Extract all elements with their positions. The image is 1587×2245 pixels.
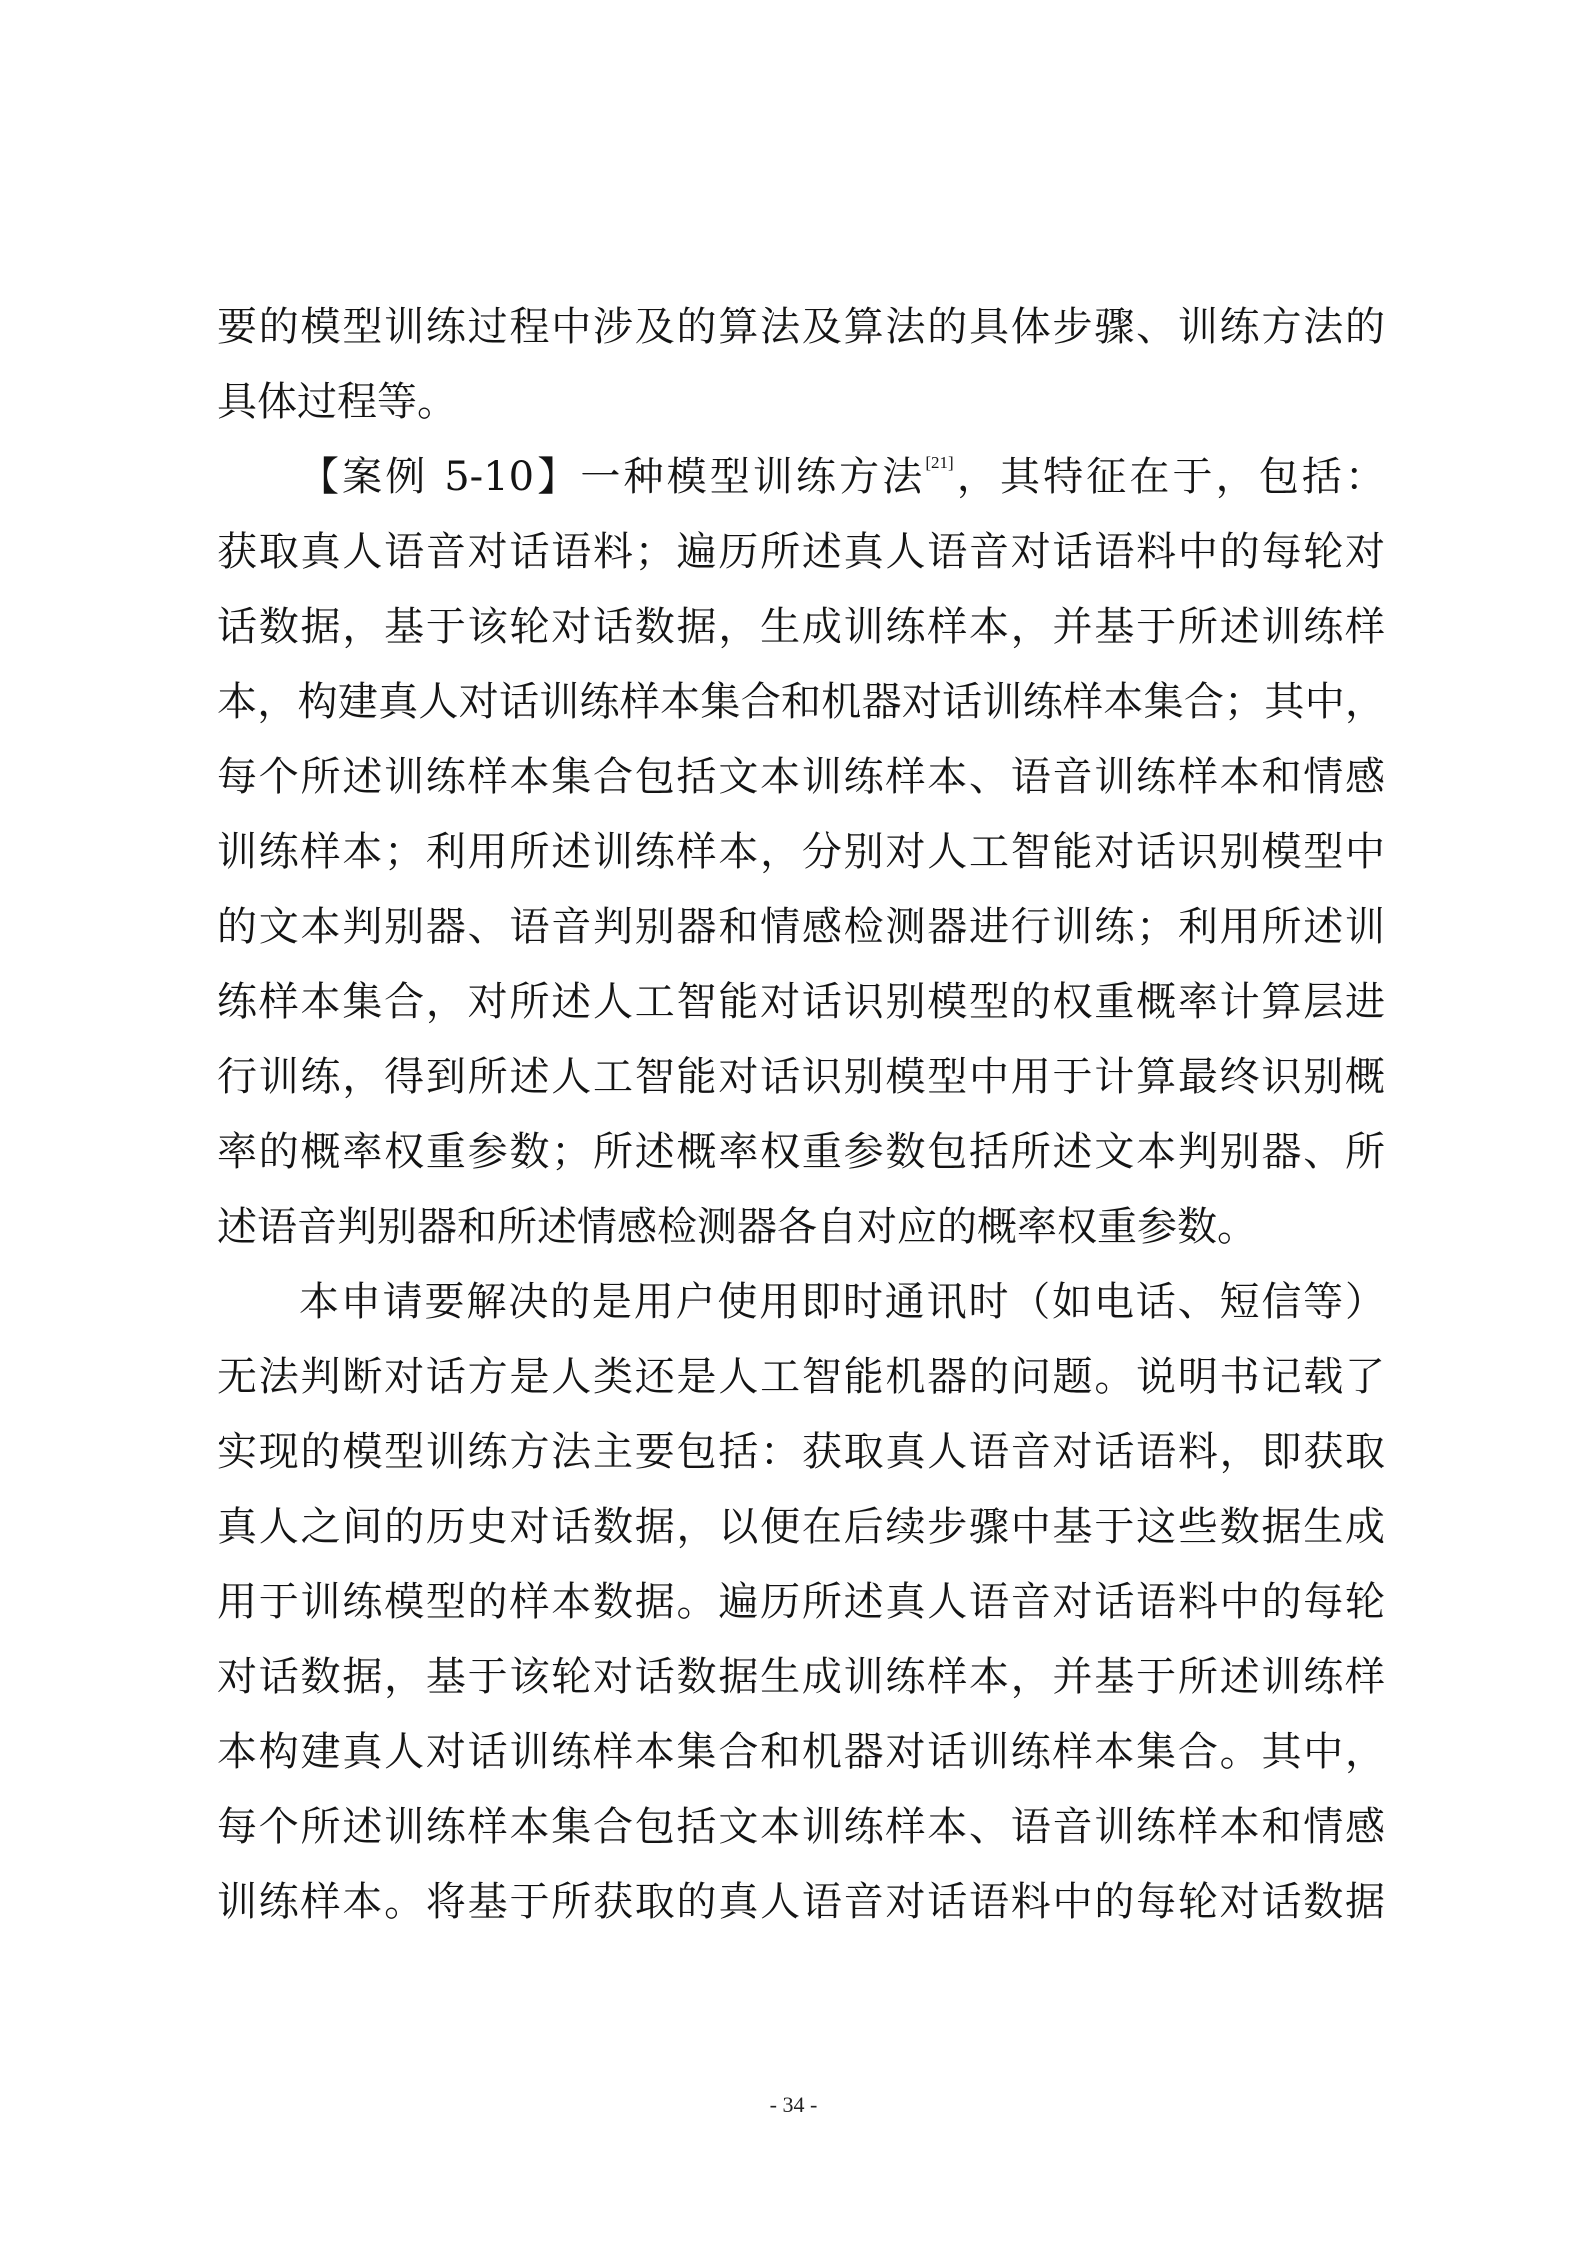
- paragraph-2-line-6: 训练样本；利用所述训练样本，分别对人工智能对话识别模型中: [217, 829, 1385, 875]
- paragraph-2-line-11: 述语音判别器和所述情感检测器各自对应的概率权重参数。: [217, 1204, 1257, 1250]
- paragraph-3-line-1: 本申请要解决的是用户使用即时通讯时（如电话、短信等）: [299, 1279, 1385, 1325]
- paragraph-3-line-5: 用于训练模型的样本数据。遍历所述真人语音对话语料中的每轮: [217, 1579, 1385, 1625]
- paragraph-2-line-4: 本，构建真人对话训练样本集合和机器对话训练样本集合；其中，: [217, 679, 1385, 725]
- paragraph-1-line-1: 要的模型训练过程中涉及的算法及算法的具体步骤、训练方法的: [217, 304, 1385, 350]
- case-heading-continuation: ，其特征在于，包括：: [953, 454, 1386, 500]
- paragraph-2-line-9: 行训练，得到所述人工智能对话识别模型中用于计算最终识别概: [217, 1054, 1385, 1100]
- paragraph-3-line-6: 对话数据，基于该轮对话数据生成训练样本，并基于所述训练样: [217, 1654, 1385, 1700]
- paragraph-3-line-8: 每个所述训练样本集合包括文本训练样本、语音训练样本和情感: [217, 1804, 1385, 1850]
- paragraph-2-line-1: [217, 440, 1385, 515]
- paragraph-2-line-5: 每个所述训练样本集合包括文本训练样本、语音训练样本和情感: [217, 754, 1385, 800]
- paragraph-3-line-7: 本构建真人对话训练样本集合和机器对话训练样本集合。其中，: [217, 1729, 1385, 1775]
- paragraph-2-line-8: 练样本集合，对所述人工智能对话识别模型的权重概率计算层进: [217, 979, 1385, 1025]
- paragraph-3-line-2: 无法判断对话方是人类还是人工智能机器的问题。说明书记载了: [217, 1354, 1385, 1400]
- paragraph-2-line-7: 的文本判别器、语音判别器和情感检测器进行训练；利用所述训: [217, 904, 1385, 950]
- body-text: [217, 290, 1385, 1940]
- paragraph-2-line-3: 话数据，基于该轮对话数据，生成训练样本，并基于所述训练样: [217, 604, 1385, 650]
- paragraph-2-line-10: 率的概率权重参数；所述概率权重参数包括所述文本判别器、所: [217, 1129, 1385, 1175]
- paragraph-1-line-2: 具体过程等。: [217, 379, 457, 425]
- page-number: - 34 -: [769, 2092, 818, 2117]
- citation-reference: [21]: [925, 453, 954, 472]
- paragraph-3-line-3: 实现的模型训练方法主要包括：获取真人语音对话语料，即获取: [217, 1429, 1385, 1475]
- paragraph-3-line-4: 真人之间的历史对话数据，以便在后续步骤中基于这些数据生成: [217, 1504, 1385, 1550]
- paragraph-3-line-9: 训练样本。将基于所获取的真人语音对话语料中的每轮对话数据: [217, 1879, 1385, 1925]
- case-heading: 【案例 5-10】一种模型训练方法: [299, 454, 926, 500]
- paragraph-2-line-2: 获取真人语音对话语料；遍历所述真人语音对话语料中的每轮对: [217, 529, 1385, 575]
